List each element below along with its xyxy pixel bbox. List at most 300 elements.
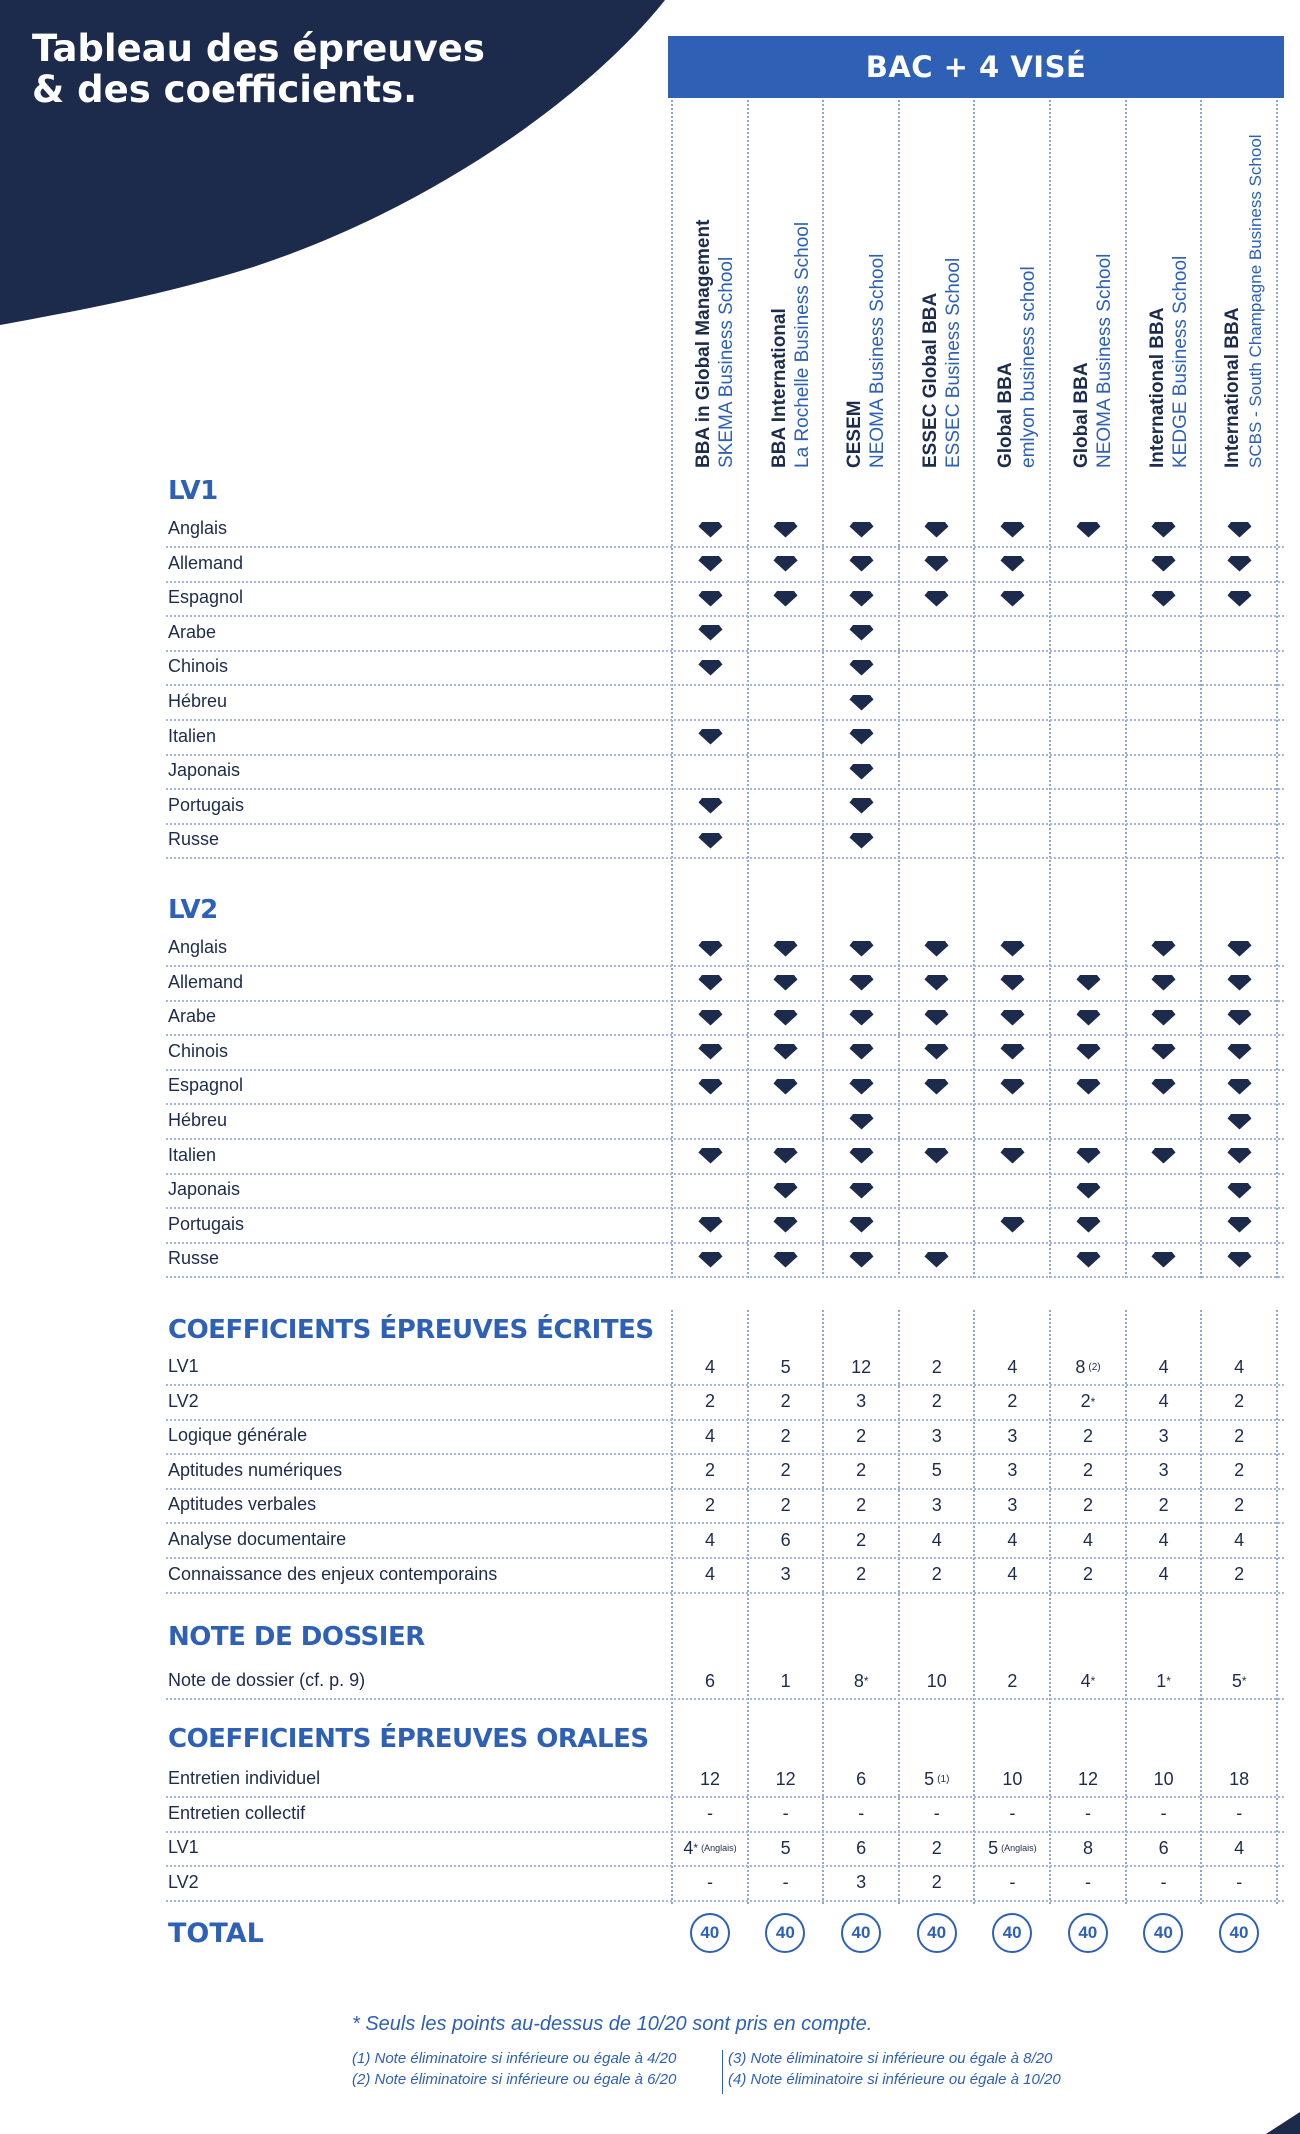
cell-value: 2 (856, 1564, 867, 1585)
table-cell (1202, 581, 1276, 615)
diamond-icon (1000, 1147, 1025, 1164)
table-cell (673, 512, 747, 546)
section-title: LV1 (168, 476, 218, 506)
diamond-icon (1000, 1009, 1025, 1026)
diamond-icon (698, 624, 723, 641)
diamond-icon (1227, 974, 1252, 991)
table-cell (1051, 754, 1125, 788)
cell-value: 10 (1002, 1768, 1023, 1789)
table-cell (900, 1419, 974, 1453)
cell-value: 3 (1007, 1494, 1018, 1515)
table-cell (749, 1831, 823, 1865)
cell-value: 2 (856, 1529, 867, 1550)
table-cell (673, 616, 747, 650)
table-cell (749, 1419, 823, 1453)
table-cell (1202, 1242, 1276, 1276)
total-value: 40 (1143, 1913, 1183, 1953)
diamond-icon (1076, 1078, 1101, 1095)
table-cell (824, 650, 898, 684)
table-cell (673, 720, 747, 754)
table-row (166, 1139, 1284, 1175)
table-row (166, 1866, 1284, 1902)
diamond-icon (849, 1043, 874, 1060)
table-cell (975, 512, 1049, 546)
table-cell (1202, 1866, 1276, 1900)
table-cell (673, 1139, 747, 1173)
diamond-icon (773, 555, 798, 572)
diamond-icon (773, 1182, 798, 1199)
table-cell (975, 931, 1049, 965)
program-name: International BBA (1146, 307, 1168, 468)
diamond-icon (924, 1147, 949, 1164)
table-cell (1202, 823, 1276, 857)
table-cell (1127, 1385, 1201, 1419)
row-label: Allemand (168, 971, 244, 992)
school-header (1146, 110, 1218, 468)
cell-value: 3 (931, 1494, 942, 1515)
table-cell (824, 1454, 898, 1488)
table-cell (673, 1350, 747, 1384)
table-cell (673, 1797, 747, 1831)
diamond-icon (924, 590, 949, 607)
diamond-icon (849, 1113, 874, 1130)
table-cell (673, 1069, 747, 1103)
diamond-icon (1227, 590, 1252, 607)
table-cell (673, 650, 747, 684)
diamond-icon (698, 1078, 723, 1095)
row-label: Hébreu (168, 1110, 228, 1130)
table-cell (1051, 547, 1125, 581)
cell-value: 12 (699, 1768, 721, 1789)
cell-value: - (1009, 1872, 1016, 1893)
cell-value: 12 (851, 1356, 872, 1377)
table-cell (1051, 1664, 1125, 1698)
row-label: Russe (168, 829, 220, 850)
section-title: LV2 (168, 895, 218, 925)
diamond-icon (849, 797, 874, 814)
table-row (166, 1208, 1284, 1244)
cell-value: - (1085, 1803, 1091, 1824)
table-cell (1051, 1242, 1125, 1276)
row-label: Arabe (168, 1006, 217, 1027)
diamond-icon (698, 1147, 723, 1164)
cell-value: 3 (1007, 1425, 1018, 1446)
table-cell (1202, 1797, 1276, 1831)
table-cell (900, 1139, 974, 1173)
table-cell (900, 1866, 974, 1900)
footnote-4: (4) Note éliminatoire si inférieure ou égale à 10/20 (728, 2071, 1061, 2088)
table-cell (1202, 1104, 1276, 1138)
diamond-icon (849, 728, 874, 745)
table-cell (975, 1523, 1049, 1557)
table-cell (1127, 581, 1201, 615)
table-cell (673, 1000, 747, 1034)
table-cell (1127, 754, 1201, 788)
table-cell (673, 1762, 747, 1796)
table-cell (824, 1104, 898, 1138)
cell-value: 5 (988, 1837, 999, 1858)
table-cell (1202, 1208, 1276, 1242)
diamond-icon (1076, 1009, 1101, 1026)
row-label: LV2 (168, 1871, 199, 1892)
cell-value: 6 (856, 1837, 867, 1858)
table-row (166, 1350, 1284, 1386)
diamond-icon (773, 1147, 798, 1164)
table-cell (1202, 1000, 1276, 1034)
table-cell (975, 754, 1049, 788)
cell-value: 4 (1082, 1529, 1093, 1550)
table-cell (749, 1385, 823, 1419)
asterisk-mark: * (1241, 1674, 1247, 1688)
table-cell (824, 1664, 898, 1698)
cell-value: 5 (780, 1356, 791, 1377)
diamond-icon (849, 624, 874, 641)
asterisk-mark: * (863, 1674, 869, 1688)
table-cell (824, 1797, 898, 1831)
school-header (1221, 110, 1293, 468)
program-name: Global BBA (1071, 362, 1092, 468)
table-cell (749, 1000, 823, 1034)
table-cell (1202, 1523, 1276, 1557)
table-cell (1202, 1664, 1276, 1698)
table-cell (975, 1069, 1049, 1103)
bac4-banner: BAC + 4 VISÉ (668, 36, 1284, 98)
table-row (166, 512, 1284, 548)
cell-value: 12 (775, 1768, 796, 1789)
table-cell (975, 685, 1049, 719)
table-cell (749, 1664, 823, 1698)
table-cell (673, 1454, 747, 1488)
section-title: COEFFICIENTS ÉPREUVES ORALES (168, 1724, 649, 1754)
table-cell (900, 1831, 974, 1865)
table-row (166, 1558, 1284, 1594)
cell-value: 2 (856, 1425, 867, 1446)
table-row (166, 1173, 1284, 1209)
row-label: Chinois (168, 656, 229, 677)
table-cell (824, 1866, 898, 1900)
cell-value: 2 (931, 1356, 942, 1377)
table-cell (1202, 720, 1276, 754)
diamond-icon (849, 694, 874, 711)
table-cell (824, 1558, 898, 1592)
table-cell (1051, 1104, 1125, 1138)
row-label: Chinois (168, 1040, 229, 1061)
row-label: Italien (168, 725, 217, 746)
total-value: 40 (765, 1913, 805, 1953)
cell-value: 2 (780, 1494, 791, 1515)
table-cell (673, 1664, 747, 1698)
cell-value: - (782, 1872, 789, 1893)
cell-value: 2 (1234, 1391, 1245, 1412)
table-cell (900, 1350, 974, 1384)
table-cell (1051, 789, 1125, 823)
table-cell (1127, 720, 1201, 754)
cell-value: 4 (704, 1425, 715, 1446)
cell-value: - (707, 1872, 713, 1893)
section-title: NOTE DE DOSSIER (168, 1622, 425, 1652)
school-header (994, 110, 1066, 468)
table-cell (824, 547, 898, 581)
table-cell (749, 1523, 823, 1557)
row-label: LV1 (168, 1837, 199, 1858)
table-cell (673, 1419, 747, 1453)
table-cell (975, 1831, 1049, 1865)
diamond-icon (773, 1216, 798, 1233)
table-cell (900, 1035, 974, 1069)
diamond-icon (1227, 940, 1252, 957)
total-value: 40 (841, 1913, 881, 1953)
asterisk-mark: * (1090, 1674, 1096, 1688)
table-cell (673, 1558, 747, 1592)
table-cell (1127, 1173, 1201, 1207)
table-cell (673, 1104, 747, 1138)
table-cell (824, 1762, 898, 1796)
table-cell (824, 823, 898, 857)
diamond-icon (849, 940, 874, 957)
cell-value: 8 (853, 1670, 864, 1691)
school-header (1070, 110, 1142, 468)
cell-value: 2 (1082, 1494, 1093, 1515)
table-row (166, 823, 1284, 859)
table-row (166, 1454, 1284, 1490)
cell-value: 1 (1156, 1670, 1167, 1691)
table-cell (749, 616, 823, 650)
table-cell (749, 547, 823, 581)
table-row (166, 720, 1284, 756)
diamond-icon (1000, 521, 1025, 538)
diamond-icon (849, 659, 874, 676)
cell-value: 4 (704, 1564, 715, 1585)
school-name: emlyon business school (1018, 266, 1040, 468)
table-cell (900, 966, 974, 1000)
cell-value: 10 (1153, 1768, 1174, 1789)
diamond-icon (1000, 940, 1025, 957)
cell-value: 2 (1234, 1425, 1245, 1446)
cell-value: 2 (931, 1391, 942, 1412)
diamond-icon (1000, 1216, 1025, 1233)
row-label: Entretien individuel (168, 1768, 321, 1788)
cell-value: 4 (1007, 1564, 1018, 1585)
table-cell (900, 1242, 974, 1276)
table-cell (1051, 1762, 1125, 1796)
table-cell (900, 1385, 974, 1419)
table-cell (1051, 1454, 1125, 1488)
table-cell (1202, 685, 1276, 719)
program-name: International BBA (1222, 307, 1244, 468)
table-cell (900, 1454, 974, 1488)
cell-value: 4 (1158, 1529, 1169, 1550)
diamond-icon (1076, 521, 1101, 538)
diamond-icon (924, 1043, 949, 1060)
table-cell (900, 1488, 974, 1522)
diamond-icon (849, 1009, 874, 1026)
cell-value: 4 (1080, 1670, 1091, 1691)
table-cell (1202, 1762, 1276, 1796)
row-label: LV1 (168, 1356, 199, 1376)
diamond-icon (773, 1078, 798, 1095)
table-cell (1127, 1104, 1201, 1138)
school-header (843, 110, 915, 468)
cell-value: 2 (1082, 1460, 1093, 1481)
table-cell (749, 1173, 823, 1207)
table-cell (1202, 547, 1276, 581)
table-cell (975, 1419, 1049, 1453)
diamond-icon (698, 590, 723, 607)
table-cell (1051, 1797, 1125, 1831)
cell-value: 2 (1007, 1670, 1018, 1691)
table-cell (824, 581, 898, 615)
total-value: 40 (992, 1913, 1032, 1953)
footnote-2: (2) Note éliminatoire si inférieure ou égale à 6/20 (352, 2071, 677, 2088)
diamond-icon (773, 940, 798, 957)
cell-value: 6 (780, 1529, 791, 1550)
table-cell (975, 823, 1049, 857)
table-cell (1202, 1558, 1276, 1592)
table-cell (749, 754, 823, 788)
diamond-icon (1227, 1043, 1252, 1060)
diamond-icon (698, 1009, 723, 1026)
table-cell (1202, 1454, 1276, 1488)
row-label: Japonais (168, 760, 241, 781)
cell-value: 4 (704, 1529, 715, 1550)
table-cell (824, 1069, 898, 1103)
diamond-icon (924, 1251, 949, 1268)
table-cell (824, 1350, 898, 1384)
table-cell (900, 1523, 974, 1557)
diamond-icon (698, 521, 723, 538)
cell-value: 4 (1158, 1391, 1169, 1412)
cell-note: (2) (1088, 1361, 1101, 1373)
cell-note: (Anglais) (701, 1843, 737, 1854)
table-cell (824, 789, 898, 823)
diamond-icon (1227, 521, 1252, 538)
table-cell (1202, 789, 1276, 823)
school-name: ESSEC Business School (942, 257, 964, 468)
row-label: Portugais (168, 1213, 245, 1234)
table-cell (900, 1069, 974, 1103)
table-cell (975, 1488, 1049, 1522)
diamond-icon (1151, 974, 1176, 991)
diamond-icon (1227, 1078, 1252, 1095)
table-cell (673, 1242, 747, 1276)
cell-value: 3 (856, 1391, 867, 1412)
table-cell (673, 931, 747, 965)
footnote-1: (1) Note éliminatoire si inférieure ou égale à 4/20 (352, 2050, 677, 2067)
asterisk-mark: * (1090, 1394, 1096, 1409)
table-cell (749, 685, 823, 719)
cell-value: 1 (780, 1670, 791, 1691)
table-cell (975, 1762, 1049, 1796)
table-row (166, 1831, 1284, 1867)
table-cell (1127, 1035, 1201, 1069)
cell-value: 5 (924, 1768, 935, 1789)
table-cell (749, 1797, 823, 1831)
diamond-icon (1000, 555, 1025, 572)
diamond-icon (1151, 1147, 1176, 1164)
cell-value: 2 (931, 1837, 942, 1858)
table-cell (975, 1173, 1049, 1207)
cell-value: - (1160, 1872, 1167, 1893)
table-cell (1051, 1035, 1125, 1069)
diamond-icon (698, 728, 723, 745)
table-cell (824, 1000, 898, 1034)
table-cell (673, 685, 747, 719)
cell-value: 4 (1007, 1356, 1018, 1377)
diamond-icon (1076, 1216, 1101, 1233)
table-cell (975, 1385, 1049, 1419)
table-cell (824, 1523, 898, 1557)
row-label: Logique générale (168, 1425, 308, 1446)
table-cell (975, 1104, 1049, 1138)
table-cell (975, 1242, 1049, 1276)
diamond-icon (849, 521, 874, 538)
table-cell (900, 1664, 974, 1698)
table-cell (975, 1558, 1049, 1592)
cell-value: 4 (1234, 1837, 1245, 1858)
table-cell (1051, 685, 1125, 719)
diamond-icon (1227, 1113, 1252, 1130)
table-row (166, 1104, 1284, 1140)
diamond-icon (849, 974, 874, 991)
row-label: Espagnol (168, 1075, 244, 1096)
diamond-icon (698, 555, 723, 572)
cell-value: - (782, 1803, 789, 1824)
table-row (166, 1035, 1284, 1071)
cell-value: 3 (931, 1425, 942, 1446)
school-header (919, 110, 991, 468)
diamond-icon (1227, 1251, 1252, 1268)
table-cell (900, 650, 974, 684)
table-cell (673, 547, 747, 581)
diamond-icon (1151, 1043, 1176, 1060)
table-cell (673, 966, 747, 1000)
diamond-icon (1076, 1147, 1101, 1164)
table-cell (1051, 1350, 1125, 1384)
table-row (166, 789, 1284, 825)
cell-value: 2 (704, 1494, 715, 1515)
table-cell (1127, 1523, 1201, 1557)
diamond-icon (773, 590, 798, 607)
table-cell (900, 1797, 974, 1831)
table-cell (1127, 1664, 1201, 1698)
table-cell (1051, 823, 1125, 857)
table-cell (900, 1208, 974, 1242)
table-cell (1051, 581, 1125, 615)
diamond-icon (1000, 1078, 1025, 1095)
table-cell (1202, 616, 1276, 650)
table-row (166, 685, 1284, 721)
cell-value: 6 (704, 1670, 715, 1691)
diamond-icon (924, 1009, 949, 1026)
total-value: 40 (1068, 1913, 1108, 1953)
table-cell (975, 1208, 1049, 1242)
table-cell (975, 1000, 1049, 1034)
table-cell (824, 1139, 898, 1173)
table-cell (1051, 1558, 1125, 1592)
corner-bottom-decoration (1266, 2112, 1300, 2134)
diamond-icon (1076, 1251, 1101, 1268)
footnote-3: (3) Note éliminatoire si inférieure ou égale à 8/20 (728, 2050, 1053, 2067)
table-cell (1127, 1000, 1201, 1034)
diamond-icon (1000, 590, 1025, 607)
cell-value: 6 (1158, 1837, 1169, 1858)
table-row (166, 1762, 1284, 1798)
cell-value: 2 (1234, 1494, 1245, 1515)
cell-value: 12 (1077, 1768, 1099, 1789)
row-label: Japonais (168, 1179, 241, 1200)
table-cell (749, 1104, 823, 1138)
table-cell (900, 754, 974, 788)
